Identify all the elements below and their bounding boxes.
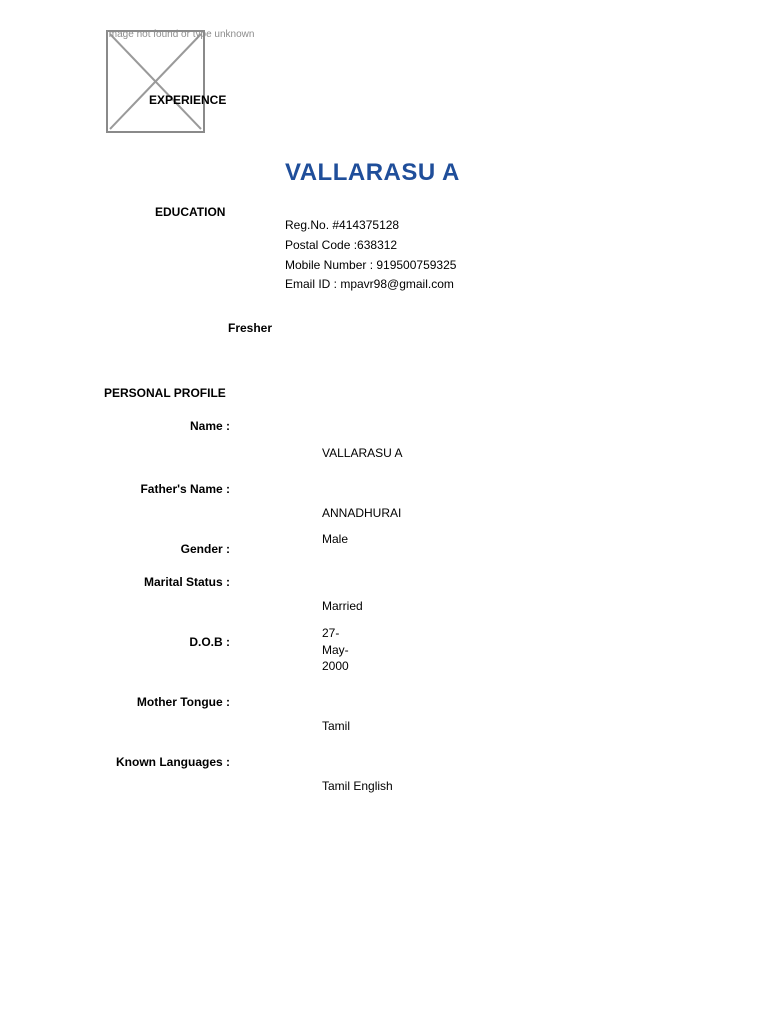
gender-value: Male bbox=[322, 532, 349, 546]
dob-year: 2000 bbox=[322, 659, 349, 673]
known-languages-label: Known Languages : bbox=[116, 755, 230, 769]
name-value: VALLARASU A bbox=[322, 446, 403, 460]
dob-value bbox=[322, 625, 349, 675]
mother-tongue-value: Tamil bbox=[322, 719, 351, 733]
dob-label: D.O.B : bbox=[189, 635, 230, 649]
mobile-number: Mobile Number : 919500759325 bbox=[285, 258, 457, 272]
fresher-label: Fresher bbox=[228, 321, 273, 335]
father-name-value: ANNADHURAI bbox=[322, 506, 402, 520]
personal-profile-heading: PERSONAL PROFILE bbox=[104, 386, 226, 400]
mother-tongue-label: Mother Tongue : bbox=[136, 695, 230, 709]
photo-placeholder bbox=[106, 30, 205, 133]
postal-code: Postal Code :638312 bbox=[285, 238, 398, 252]
image-alt-text: Image not found or type unknown bbox=[106, 29, 255, 40]
marital-status-value: Married bbox=[322, 599, 363, 613]
gender-label: Gender : bbox=[180, 542, 230, 556]
name-label: Name : bbox=[189, 419, 230, 433]
father-name-label: Father's Name : bbox=[140, 482, 230, 496]
reg-number: Reg.No. #414375128 bbox=[285, 218, 400, 232]
dob-day: 27- bbox=[322, 626, 340, 640]
known-languages-value: Tamil English bbox=[322, 779, 393, 793]
broken-image-icon bbox=[108, 32, 203, 131]
dob-month: May- bbox=[322, 642, 349, 657]
candidate-name: VALLARASU A bbox=[285, 159, 460, 186]
experience-heading: EXPERIENCE bbox=[149, 93, 227, 107]
education-heading: EDUCATION bbox=[155, 205, 226, 219]
email-id: Email ID : mpavr98@gmail.com bbox=[285, 277, 454, 291]
marital-status-label: Marital Status : bbox=[143, 575, 230, 589]
